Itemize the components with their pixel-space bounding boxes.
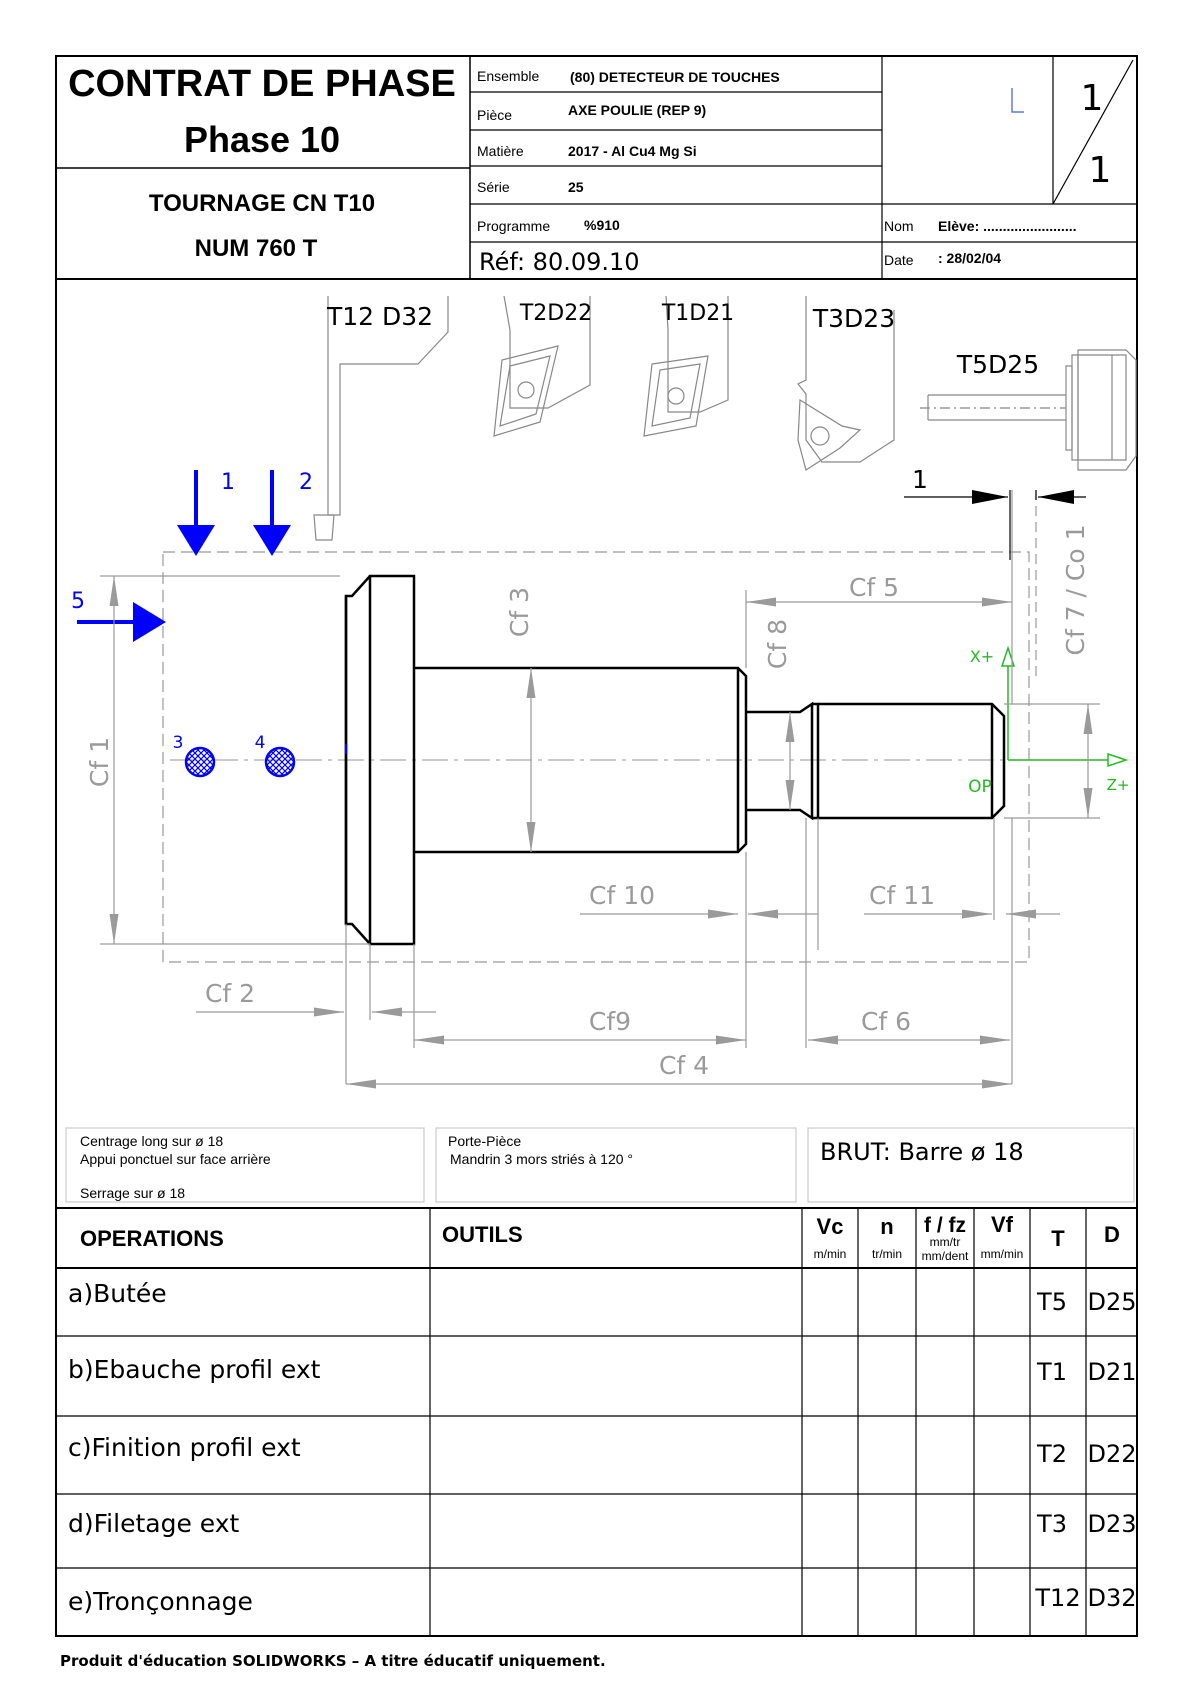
ref-number: Réf: 80.09.10 xyxy=(479,248,640,276)
row-d: D22 xyxy=(1087,1440,1137,1468)
brut-label: BRUT: Barre ø 18 xyxy=(820,1138,1024,1166)
setup-mise-line1: Centrage long sur ø 18 xyxy=(80,1133,224,1149)
table-row xyxy=(68,1279,1137,1316)
row-op: c)Finition profil ext xyxy=(68,1433,301,1462)
col-d: D xyxy=(1104,1222,1120,1247)
porte-piece-line1: Porte-Pièce xyxy=(448,1133,522,1149)
page-total: 1 xyxy=(1088,150,1112,191)
table-row xyxy=(68,1584,1137,1616)
title-line1: CONTRAT DE PHASE xyxy=(68,63,456,105)
col-f-unit1: mm/tr xyxy=(929,1235,961,1249)
support-label-3: 3 xyxy=(172,733,184,753)
programme-label: Programme xyxy=(477,218,551,234)
tool-label-t2: T2D22 xyxy=(519,301,593,326)
col-f-unit2: mm/dent xyxy=(921,1249,969,1263)
dim-cf1: Cf 1 xyxy=(85,736,114,788)
origin-label: OP xyxy=(968,777,992,797)
row-op: a)Butée xyxy=(68,1279,167,1308)
header xyxy=(56,56,1137,1636)
row-op: d)Filetage ext xyxy=(68,1509,240,1538)
support-label-4: 4 xyxy=(254,733,266,753)
porte-piece-line2: Mandrin 3 mors striés à 120 ° xyxy=(450,1151,634,1167)
dim-one-label: 1 xyxy=(912,465,928,494)
col-t: T xyxy=(1051,1226,1065,1251)
nom-value: Elève: ........................ xyxy=(938,218,1077,234)
col-outils: OUTILS xyxy=(442,1222,523,1247)
col-n-unit: tr/min xyxy=(872,1247,902,1261)
tool-label-t1: T1D21 xyxy=(661,301,735,326)
dim-cf9: Cf9 xyxy=(588,1007,632,1036)
page-number: 1 xyxy=(1080,78,1104,119)
serie-label: Série xyxy=(477,179,510,195)
process-line1: TOURNAGE CN T10 xyxy=(148,190,376,217)
arrow-label-1: 1 xyxy=(221,470,235,495)
dim-one-lines xyxy=(904,490,1086,560)
piece-value: AXE POULIE (REP 9) xyxy=(568,102,707,118)
row-op: b)Ebauche profil ext xyxy=(68,1355,321,1384)
row-t: T1 xyxy=(1037,1358,1067,1386)
table-row xyxy=(68,1433,1137,1468)
col-vc: Vc xyxy=(816,1214,844,1239)
col-f: f / fz xyxy=(924,1214,966,1237)
matiere-label: Matière xyxy=(477,143,524,159)
nom-label: Nom xyxy=(884,218,914,234)
dim-cf11: Cf 11 xyxy=(868,881,936,910)
title-line2: Phase 10 xyxy=(183,119,341,160)
table-row xyxy=(68,1355,1137,1386)
tool-label-t12: T12 D32 xyxy=(326,302,434,331)
row-d: D32 xyxy=(1087,1584,1137,1612)
process-line2: NUM 760 T xyxy=(194,235,318,262)
arrow-label-2: 2 xyxy=(299,470,313,495)
col-vc-unit: m/min xyxy=(813,1247,847,1261)
drawing xyxy=(71,296,1136,1084)
table-row xyxy=(68,1509,1137,1538)
row-t: T5 xyxy=(1037,1288,1067,1316)
setup-mise-line2: Appui ponctuel sur face arrière xyxy=(80,1151,271,1167)
arrow-label-5: 5 xyxy=(71,589,85,614)
tool-t12-icon xyxy=(314,296,448,540)
tool-label-t5: T5D25 xyxy=(956,350,1040,379)
tool-label-t3: T3D23 xyxy=(812,304,896,333)
dim-cf3: Cf 3 xyxy=(505,586,534,638)
row-op: e)Tronçonnage xyxy=(68,1587,253,1616)
ensemble-label: Ensemble xyxy=(477,68,540,84)
col-vf-unit: mm/min xyxy=(980,1247,1024,1261)
row-t: T12 xyxy=(1035,1584,1081,1612)
col-operations: OPERATIONS xyxy=(80,1226,224,1251)
setup-mise-line3: Serrage sur ø 18 xyxy=(80,1185,186,1201)
dim-cf8: Cf 8 xyxy=(763,618,792,670)
piece-label: Pièce xyxy=(477,107,513,123)
support-arrows xyxy=(77,470,346,776)
programme-value: %910 xyxy=(584,217,620,233)
row-d: D21 xyxy=(1087,1358,1137,1386)
matiere-value: 2017 - Al Cu4 Mg Si xyxy=(568,143,697,159)
axis-x-label: X+ xyxy=(969,647,995,666)
dim-cf4: Cf 4 xyxy=(658,1051,710,1080)
row-t: T2 xyxy=(1037,1440,1067,1468)
row-d: D23 xyxy=(1087,1510,1137,1538)
col-n: n xyxy=(880,1214,894,1239)
ensemble-value: (80) DETECTEUR DE TOUCHES xyxy=(570,69,780,85)
date-value: : 28/02/04 xyxy=(938,250,1002,266)
dim-cf2: Cf 2 xyxy=(204,979,256,1008)
dim-cf6: Cf 6 xyxy=(860,1007,912,1036)
operations-table xyxy=(56,1208,1137,1636)
date-label: Date xyxy=(884,252,914,268)
axis-z-label: Z+ xyxy=(1106,776,1130,794)
axis-system xyxy=(1002,648,1126,766)
dim-cf10: Cf 10 xyxy=(588,881,656,910)
col-vf: Vf xyxy=(991,1212,1013,1237)
footer-note: Produit d'éducation SOLIDWORKS – A titre éducatif uniquement. xyxy=(60,1652,606,1670)
serie-value: 25 xyxy=(568,179,584,195)
row-t: T3 xyxy=(1037,1510,1067,1538)
dim-cf5: Cf 5 xyxy=(848,573,900,602)
row-d: D25 xyxy=(1087,1288,1137,1316)
dim-cf7-co1: Cf 7 / Co 1 xyxy=(1061,524,1090,656)
